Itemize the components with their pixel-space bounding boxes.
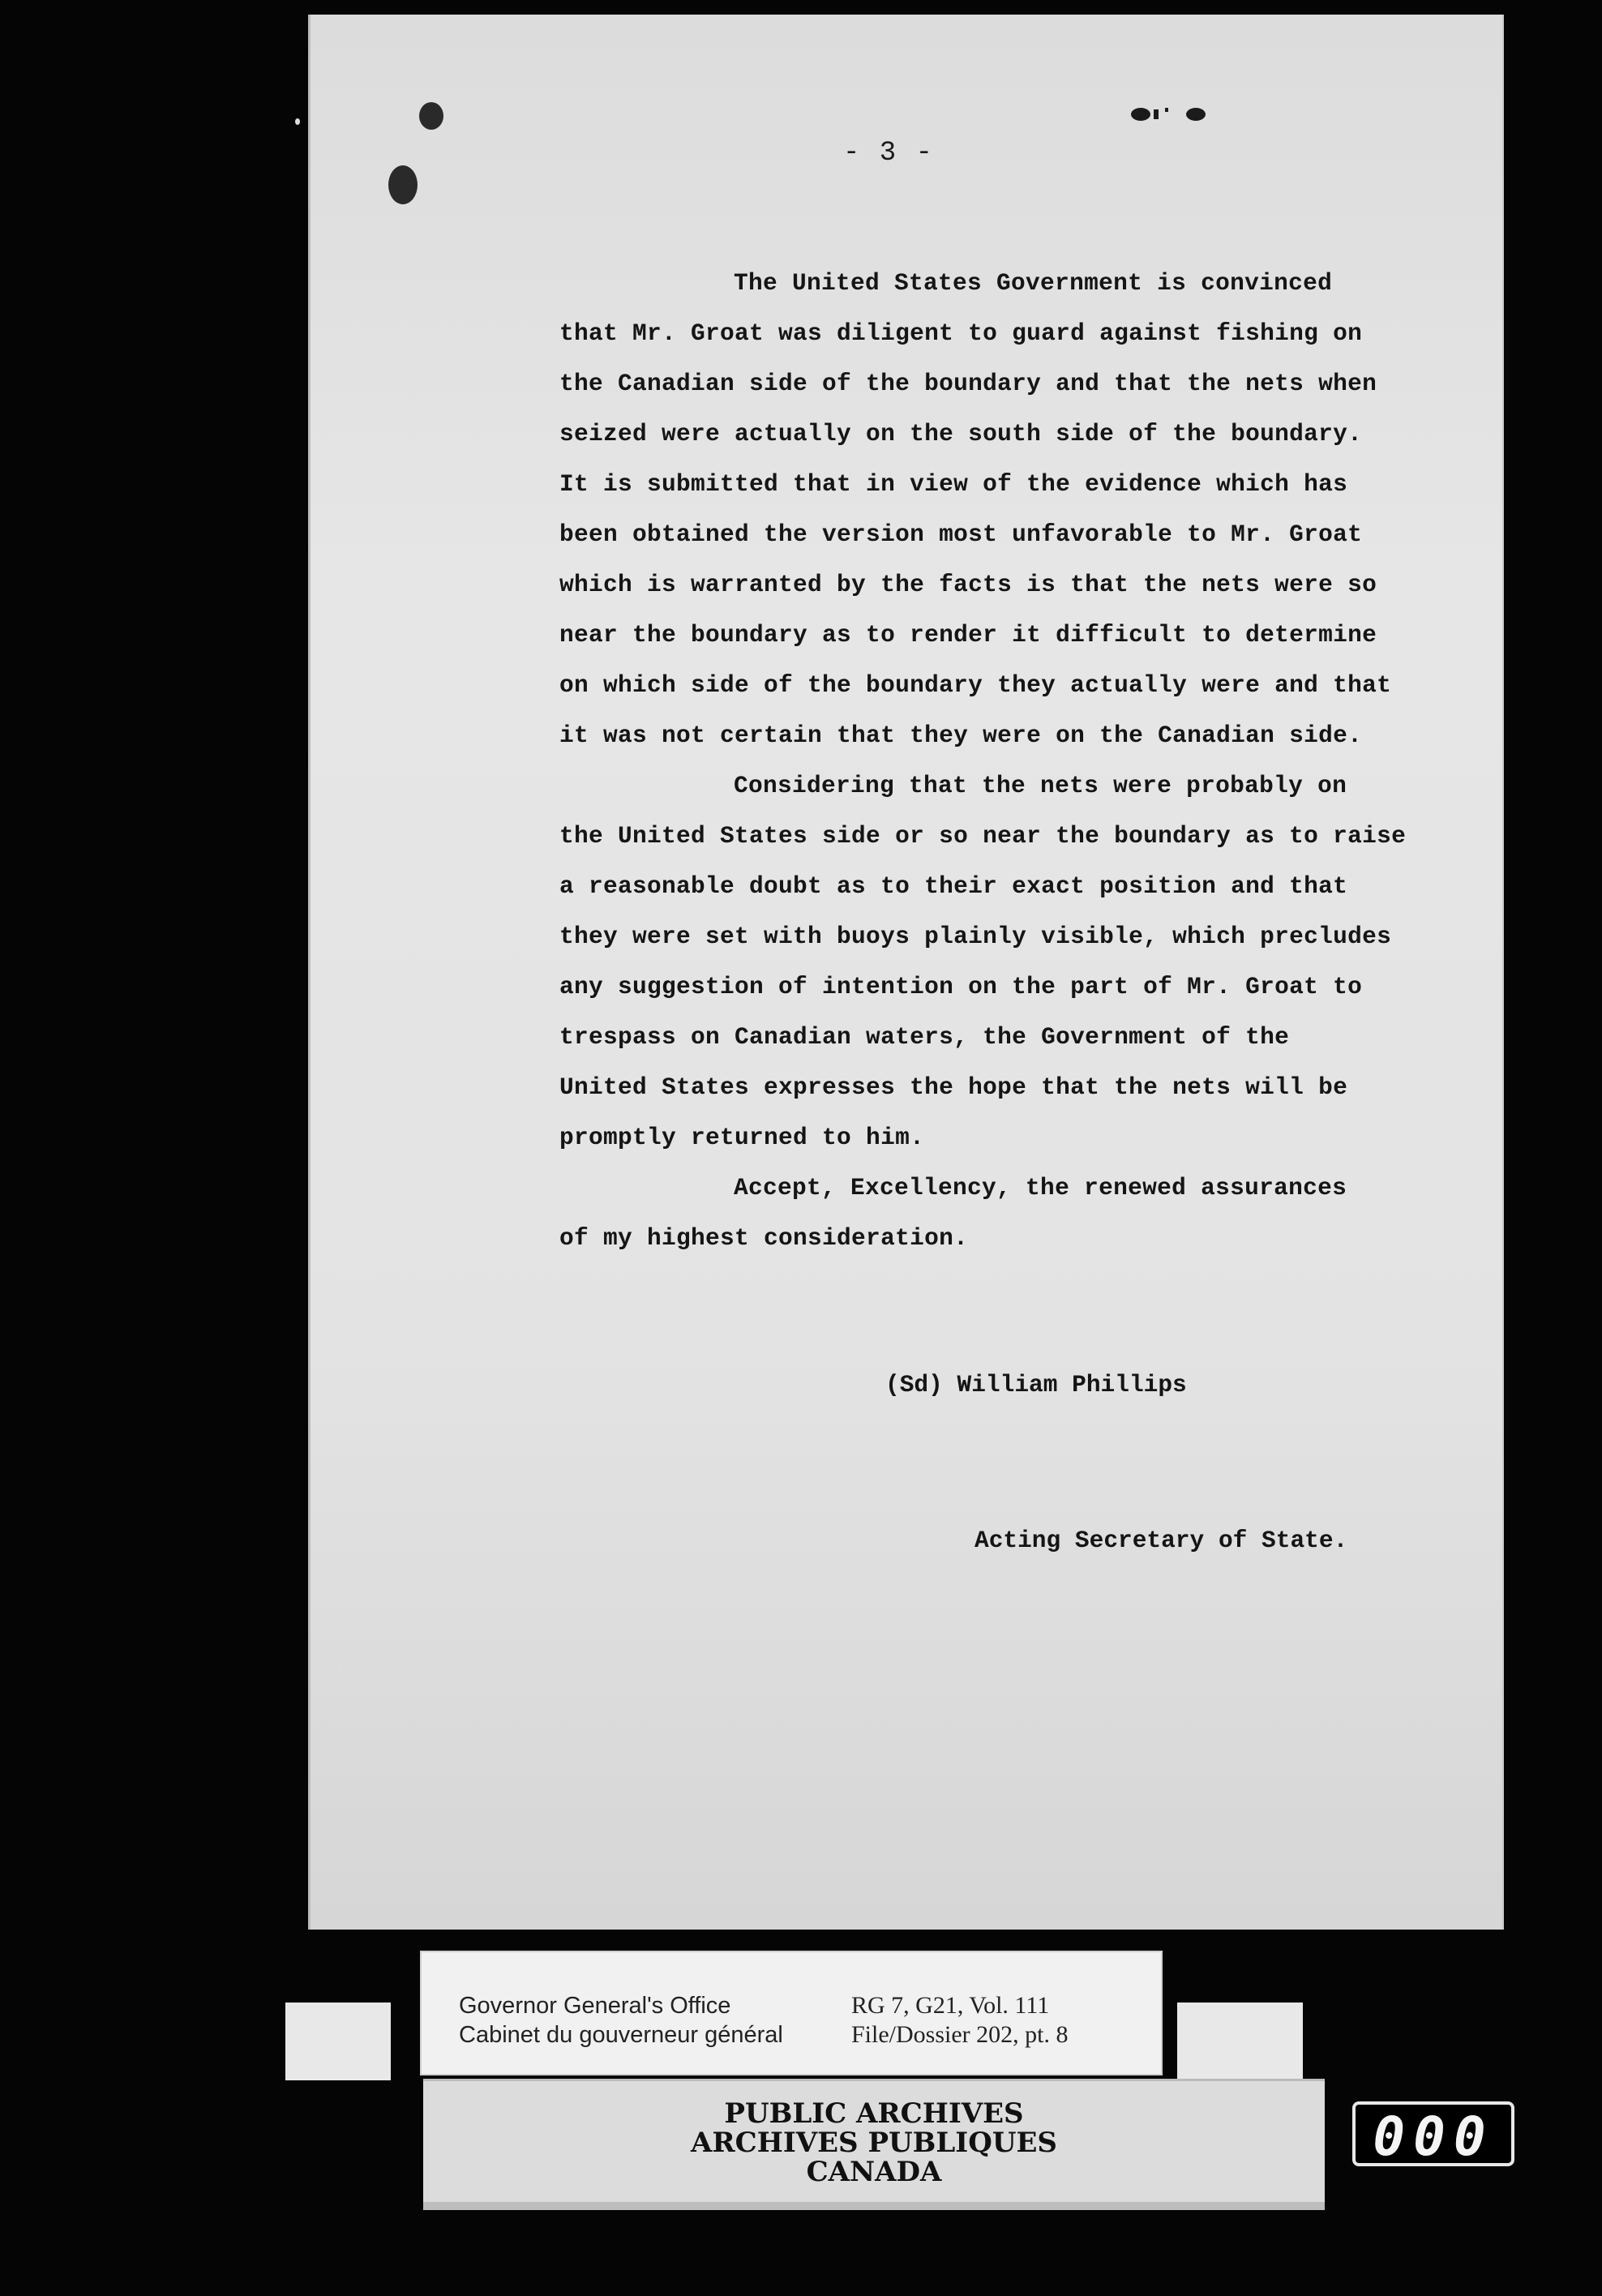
film-speck xyxy=(295,118,300,125)
text-line: they were set with buoys plainly visible, which precludes xyxy=(559,923,1392,950)
punch-hole-top xyxy=(419,102,443,130)
punch-hole-bottom xyxy=(388,165,418,204)
text-line: it was not certain that they were on the Canadian side. xyxy=(559,722,1363,749)
archive-label-card xyxy=(420,1951,1163,2075)
text-line: the United States side or so near the boundary as to raise xyxy=(559,822,1407,850)
stamp-line-english: PUBLIC ARCHIVES xyxy=(724,2097,1024,2130)
text-line: of my highest consideration. xyxy=(559,1224,969,1252)
text-line: which is warranted by the facts is that the nets were so xyxy=(559,571,1377,598)
stamp-line-french: ARCHIVES PUBLIQUES xyxy=(691,2127,1057,2159)
text-line: Considering that the nets were probably on xyxy=(734,772,1347,799)
page-number: - 3 - xyxy=(843,138,935,169)
text-line: trespass on Canadian waters, the Government of the xyxy=(559,1023,1290,1051)
file-reference xyxy=(851,1991,1069,2050)
frame-counter: 000 xyxy=(1352,2101,1514,2166)
text-line: any suggestion of intention on the part of Mr. Groat to xyxy=(559,973,1363,1000)
text-line: near the boundary as to render it difficult to determine xyxy=(559,621,1377,649)
text-line: the Canadian side of the boundary and that the nets when xyxy=(559,370,1377,397)
signature-name: (Sd) William Phillips xyxy=(885,1371,1187,1399)
card-holder-left xyxy=(285,2003,391,2080)
card-holder-right xyxy=(1177,2003,1303,2080)
text-line: United States expresses the hope that the nets will be xyxy=(559,1073,1348,1101)
office-english: Governor General's Office xyxy=(459,1993,731,2019)
office-french: Cabinet du gouverneur général xyxy=(459,2022,783,2048)
text-line: on which side of the boundary they actually were and that xyxy=(559,671,1392,699)
text-line: that Mr. Groat was diligent to guard against fishing on xyxy=(559,319,1363,347)
office-names xyxy=(459,1991,783,2050)
film-speck xyxy=(337,1664,341,1673)
text-line: It is submitted that in view of the evidence which has xyxy=(559,470,1348,498)
stamp-card-edge xyxy=(423,2202,1325,2210)
signature-block xyxy=(885,1255,1347,1670)
letter-body xyxy=(559,258,1451,1263)
signature-title: Acting Secretary of State. xyxy=(974,1527,1348,1554)
header-mark xyxy=(1129,105,1210,123)
stamp-line-country: CANADA xyxy=(806,2156,942,2188)
text-line: Accept, Excellency, the renewed assurances xyxy=(734,1174,1347,1202)
record-group: RG 7, G21, Vol. 111 xyxy=(851,1992,1050,2019)
text-line: The United States Government is convinced xyxy=(734,269,1333,297)
text-line: a reasonable doubt as to their exact position and that xyxy=(559,872,1348,900)
text-line: promptly returned to him. xyxy=(559,1124,925,1151)
file-dossier: File/Dossier 202, pt. 8 xyxy=(851,2021,1069,2048)
archives-stamp xyxy=(423,2079,1325,2203)
text-line: been obtained the version most unfavorable to Mr. Groat xyxy=(559,520,1363,548)
text-line: seized were actually on the south side of the boundary. xyxy=(559,420,1363,448)
